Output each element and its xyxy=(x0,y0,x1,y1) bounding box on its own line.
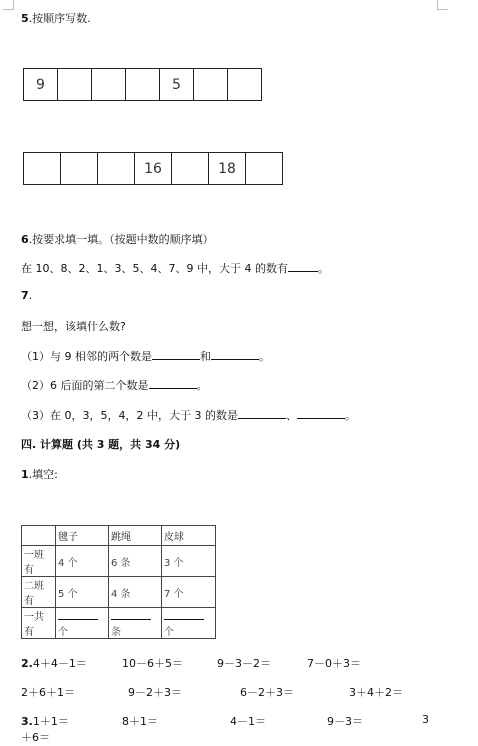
number-box[interactable] xyxy=(60,152,98,185)
q6-line-end: 。 xyxy=(317,262,329,275)
table-cell: 3 个 xyxy=(162,546,216,577)
number-box[interactable]: 18 xyxy=(208,152,246,185)
number-box[interactable] xyxy=(193,68,228,101)
q3-item: 4－1＝ xyxy=(230,715,266,728)
q7-intro: 想一想，该填什么数? xyxy=(21,320,126,333)
q5-title xyxy=(21,10,91,26)
answer-blank[interactable] xyxy=(152,349,200,360)
q3-number: 3 xyxy=(21,715,29,728)
table-cell: 一共有 xyxy=(22,608,56,639)
number-box[interactable]: 9 xyxy=(23,68,58,101)
q6-line-text: 在 10、8、2、1、3、5、4、7、9 中，大于 4 的数有 xyxy=(21,262,288,275)
table-cell: 7 个 xyxy=(162,577,216,608)
q1-table xyxy=(21,525,216,639)
table-cell: 4 条 xyxy=(109,577,162,608)
q1-title: 1.填空: xyxy=(21,468,58,481)
q2-item: 9－2＋3＝ xyxy=(128,686,182,699)
answer-blank[interactable] xyxy=(111,609,151,620)
q2-number: 2 xyxy=(21,657,29,670)
number-box[interactable] xyxy=(125,68,160,101)
q6-title-text: .按要求填一填。（按题中数的顺序填） xyxy=(28,233,214,246)
q5-number: 5 xyxy=(21,12,29,25)
q2-item: 7－0＋3＝ xyxy=(307,657,361,670)
answer-blank[interactable] xyxy=(238,408,286,419)
q6-number: 6 xyxy=(21,233,29,246)
q5-box-row-1 xyxy=(23,68,261,101)
answer-blank[interactable] xyxy=(58,609,98,620)
table-header-cell: 跳绳 xyxy=(109,526,162,546)
table-cell: 二班有 xyxy=(22,577,56,608)
table-cell: 一班有 xyxy=(22,546,56,577)
q3-item: 8＋1＝ xyxy=(122,715,158,728)
q3-item: 3.1＋1＝ xyxy=(21,715,69,728)
number-box[interactable] xyxy=(57,68,92,101)
number-box[interactable] xyxy=(97,152,135,185)
q7-number: 7. xyxy=(21,289,33,302)
section-4-title: 四. 计算题 (共 3 题，共 34 分) xyxy=(21,438,181,451)
page-corner-mark-right xyxy=(437,0,448,10)
q2-item: 10－6＋5＝ xyxy=(122,657,183,670)
number-box[interactable] xyxy=(227,68,262,101)
table-cell: 4 个 xyxy=(56,546,109,577)
answer-blank[interactable] xyxy=(149,378,197,389)
q2-item: 2＋6＋1＝ xyxy=(21,686,75,699)
answer-blank[interactable] xyxy=(211,349,259,360)
table-header-cell: 毽子 xyxy=(56,526,109,546)
table-cell: 5 个 xyxy=(56,577,109,608)
q3-item-wrap: ＋6＝ xyxy=(21,731,50,744)
answer-blank[interactable] xyxy=(164,609,204,620)
q2-item: 6－2＋3＝ xyxy=(240,686,294,699)
table-total-cell: 个 xyxy=(162,608,216,639)
number-box[interactable] xyxy=(245,152,283,185)
q5-title-text: .按顺序写数. xyxy=(28,12,91,25)
answer-blank[interactable] xyxy=(288,261,318,272)
number-box[interactable] xyxy=(23,152,61,185)
q5-box-row-2 xyxy=(23,152,282,185)
number-box[interactable]: 16 xyxy=(134,152,172,185)
q2-item: 2.4＋4－1＝ xyxy=(21,657,87,670)
q3-item: 3 xyxy=(422,713,429,726)
q3-item: 9－3＝ xyxy=(327,715,363,728)
table-row xyxy=(22,546,216,577)
number-box[interactable] xyxy=(171,152,209,185)
number-box[interactable]: 5 xyxy=(159,68,194,101)
q7-part-1: （1）与 9 相邻的两个数是 和 。 xyxy=(21,350,270,363)
q6-line xyxy=(21,260,329,276)
table-header-cell xyxy=(22,526,56,546)
table-total-row xyxy=(22,608,216,639)
q2-item: 9－3－2＝ xyxy=(217,657,271,670)
table-row xyxy=(22,577,216,608)
q6-title xyxy=(21,231,214,247)
table-header-row xyxy=(22,526,216,546)
q2-item: 3＋4＋2＝ xyxy=(349,686,403,699)
q7-part-2: （2）6 后面的第二个数是 。 xyxy=(21,379,208,392)
answer-blank[interactable] xyxy=(297,408,345,419)
table-total-cell: 个 xyxy=(56,608,109,639)
number-box[interactable] xyxy=(91,68,126,101)
table-cell: 6 条 xyxy=(109,546,162,577)
page-corner-mark-left xyxy=(3,0,14,10)
table-total-cell: 条 xyxy=(109,608,162,639)
q7-part-3: （3）在 0，3，5，4，2 中，大于 3 的数是 、 。 xyxy=(21,409,356,422)
table-header-cell: 皮球 xyxy=(162,526,216,546)
